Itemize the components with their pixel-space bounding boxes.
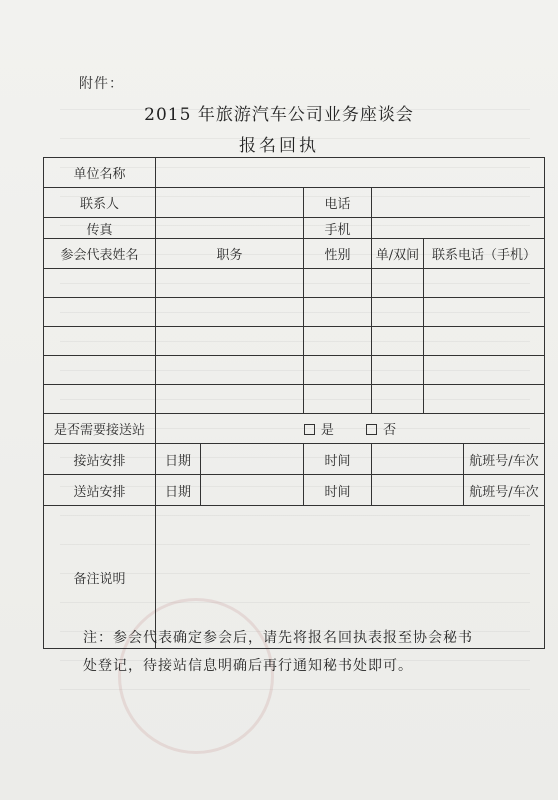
mobile-label: 手机 (304, 218, 372, 239)
departure-label: 送站安排 (44, 475, 156, 506)
rep-room-cell[interactable] (372, 356, 424, 385)
contact-label: 联系人 (44, 188, 156, 218)
rep-room-cell[interactable] (372, 385, 424, 414)
representative-row (44, 356, 545, 385)
rep-name-cell[interactable] (44, 269, 156, 298)
representative-row (44, 327, 545, 356)
unit-name-label: 单位名称 (44, 158, 156, 188)
representative-row (44, 298, 545, 327)
unit-name-row (44, 158, 545, 188)
departure-row (44, 475, 545, 506)
departure-time-field[interactable] (372, 475, 464, 506)
rep-name-cell[interactable] (44, 385, 156, 414)
arrival-date-label: 日期 (156, 444, 201, 475)
document-title: 2015 年旅游汽车公司业务座谈会 (144, 105, 414, 125)
fax-label: 传真 (44, 218, 156, 239)
rep-name-cell[interactable] (44, 356, 156, 385)
remarks-label: 备注说明 (44, 506, 156, 649)
phone-label: 电话 (304, 188, 372, 218)
rep-room-cell[interactable] (372, 327, 424, 356)
fax-row (44, 218, 545, 239)
rep-room-cell[interactable] (372, 298, 424, 327)
arrival-date-field[interactable] (201, 444, 304, 475)
document-subtitle: 报名回执 (239, 136, 319, 156)
position-header: 职务 (156, 239, 304, 269)
attachment-label: 附件： (79, 76, 124, 92)
checkbox-icon[interactable] (366, 424, 377, 435)
contact-row (44, 188, 545, 218)
yes-label: 是 (320, 423, 334, 438)
arrival-time-label: 时间 (304, 444, 372, 475)
rep-phone-cell[interactable] (424, 298, 545, 327)
rep-room-cell[interactable] (372, 269, 424, 298)
rep-phone-cell[interactable] (424, 327, 545, 356)
no-label: 否 (383, 423, 397, 438)
rep-phone-cell[interactable] (424, 356, 545, 385)
rep-phone-cell[interactable] (424, 385, 545, 414)
rep-position-cell[interactable] (156, 356, 304, 385)
mobile-field[interactable] (372, 218, 545, 239)
representative-row (44, 385, 545, 414)
unit-name-field[interactable] (156, 158, 545, 188)
yes-option[interactable] (304, 419, 334, 438)
note-text: 注：参会代表确定参会后，请先将报名回执表报至协会秘书处登记，待接站信息明确后再行通知秘书处即可。 (83, 630, 473, 674)
rep-position-cell[interactable] (156, 327, 304, 356)
rep-gender-cell[interactable] (304, 385, 372, 414)
rep-position-cell[interactable] (156, 269, 304, 298)
pickup-needed-label: 是否需要接送站 (44, 414, 156, 444)
rep-gender-cell[interactable] (304, 269, 372, 298)
rep-position-cell[interactable] (156, 385, 304, 414)
phone-field[interactable] (372, 188, 545, 218)
departure-date-label: 日期 (156, 475, 201, 506)
rep-phone-cell[interactable] (424, 269, 545, 298)
registration-form-table (43, 157, 545, 649)
pickup-options (156, 414, 545, 444)
pickup-needed-row (44, 414, 545, 444)
departure-date-field[interactable] (201, 475, 304, 506)
rep-name-cell[interactable] (44, 327, 156, 356)
representative-row (44, 269, 545, 298)
room-type-header: 单/双间 (372, 239, 424, 269)
arrival-flight-label: 航班号/车次 (464, 444, 545, 475)
fax-field[interactable] (156, 218, 304, 239)
rep-gender-cell[interactable] (304, 327, 372, 356)
rep-name-header: 参会代表姓名 (44, 239, 156, 269)
gender-header: 性别 (304, 239, 372, 269)
rep-name-cell[interactable] (44, 298, 156, 327)
representative-header-row (44, 239, 545, 269)
departure-time-label: 时间 (304, 475, 372, 506)
rep-gender-cell[interactable] (304, 356, 372, 385)
arrival-label: 接站安排 (44, 444, 156, 475)
arrival-time-field[interactable] (372, 444, 464, 475)
checkbox-icon[interactable] (304, 424, 315, 435)
rep-position-cell[interactable] (156, 298, 304, 327)
departure-flight-label: 航班号/车次 (464, 475, 545, 506)
no-option[interactable] (366, 419, 396, 438)
contact-field[interactable] (156, 188, 304, 218)
arrival-row (44, 444, 545, 475)
contact-phone-header: 联系电话（手机） (424, 239, 545, 269)
rep-gender-cell[interactable] (304, 298, 372, 327)
